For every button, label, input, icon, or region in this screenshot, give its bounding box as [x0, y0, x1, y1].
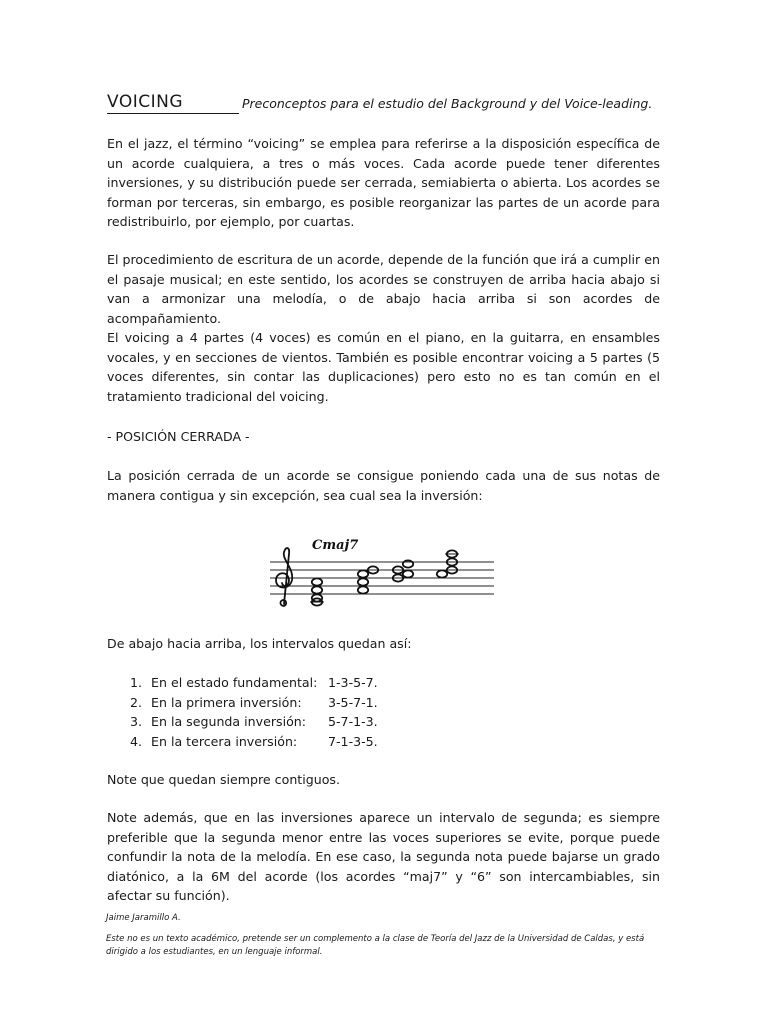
list-item-sequence: 7-1-3-5. [328, 733, 378, 749]
list-item-number: 2. [129, 694, 142, 710]
paragraph-four-part-voicing: El voicing a 4 partes (4 voces) es común en el piano, en la guitarra, en ensambles vocales, y en secciones de vientos. También es posible encontrar voicing a 5 partes (5 voces diferentes, sin contar las duplicaciones) pero esto no es tan común en el tratamiento tradicional del voicing. [107, 330, 660, 404]
page-subtitle: Preconceptos para el estudio del Background y del Voice-leading. [242, 96, 653, 111]
music-staff-example [270, 534, 496, 610]
list-item-sequence: 1-3-5-7. [328, 675, 378, 690]
paragraph-intro: En el jazz, el término “voicing” se emplea para referirse a la disposición específica de un acorde cualquiera, a tres o más voces. Cada acorde puede tener diferentes inversiones, y su distribución puede ser cerrada, semiabierta o abierta. Los acordes se forman por terceras, sin embargo, es posible reorganizar las partes de un acorde para redistribuirlo, por ejemplo, por cuartas. [107, 136, 660, 229]
chord-first-inversion [358, 566, 378, 593]
chord-third-inversion [437, 550, 459, 577]
paragraph-second-interval: Note además, que en las inversiones aparece un intervalo de segunda; es siempre preferible que la segunda menor entre las voces superiores se evite, porque puede confundir la nota de la melodía. En ese caso, la segunda nota puede bajarse un grado diatónico, a la 6M del acorde (los acordes “maj7” y “6” son intercambiables, sin afectar su función). [107, 810, 660, 903]
list-item-number: 3. [129, 714, 142, 729]
paragraph-contiguous: Note que quedan siempre contiguos. [107, 772, 340, 787]
page-title: VOICING [107, 92, 239, 114]
list-item-label: En la primera inversión: [151, 694, 302, 710]
staff-lines [270, 562, 494, 594]
paragraph-intervals: De abajo hacia arriba, los intervalos quedan así: [107, 636, 412, 651]
treble-clef-icon [276, 548, 292, 606]
footer-note: Este no es un texto académico, pretende ser un complemento a la clase de Teoría del Jazz de la Universidad de Caldas, y está dirigido a los estudiantes, en un lenguaje informal. [106, 934, 645, 957]
section-heading-closed-position: - POSICIÓN CERRADA - [107, 429, 250, 444]
list-item-label: En el estado fundamental: [151, 675, 318, 690]
footer-author: Jaime Jaramillo A. [106, 913, 181, 923]
list-item-label: En la tercera inversión: [151, 733, 298, 749]
list-item-sequence: 5-7-1-3. [328, 714, 378, 729]
list-item-number: 1. [129, 675, 142, 690]
list-item-sequence: 3-5-7-1. [328, 694, 378, 710]
paragraph-procedure: El procedimiento de escritura de un acorde, depende de la función que irá a cumplir en el pasaje musical; en este sentido, los acordes se construyen de arriba hacia abajo si van a armonizar una melodía, o de abajo hacia arriba si son acordes de acompañamiento. [107, 252, 660, 326]
chord-symbol: Cmaj7 [312, 538, 359, 553]
paragraph-closed-position: La posición cerrada de un acorde se consigue poniendo cada una de sus notas de manera contigua y sin excepción, sea cual sea la inversión: [107, 468, 660, 503]
list-item-number: 4. [129, 733, 142, 749]
header [107, 92, 667, 116]
list-item-label: En la segunda inversión: [151, 714, 306, 729]
